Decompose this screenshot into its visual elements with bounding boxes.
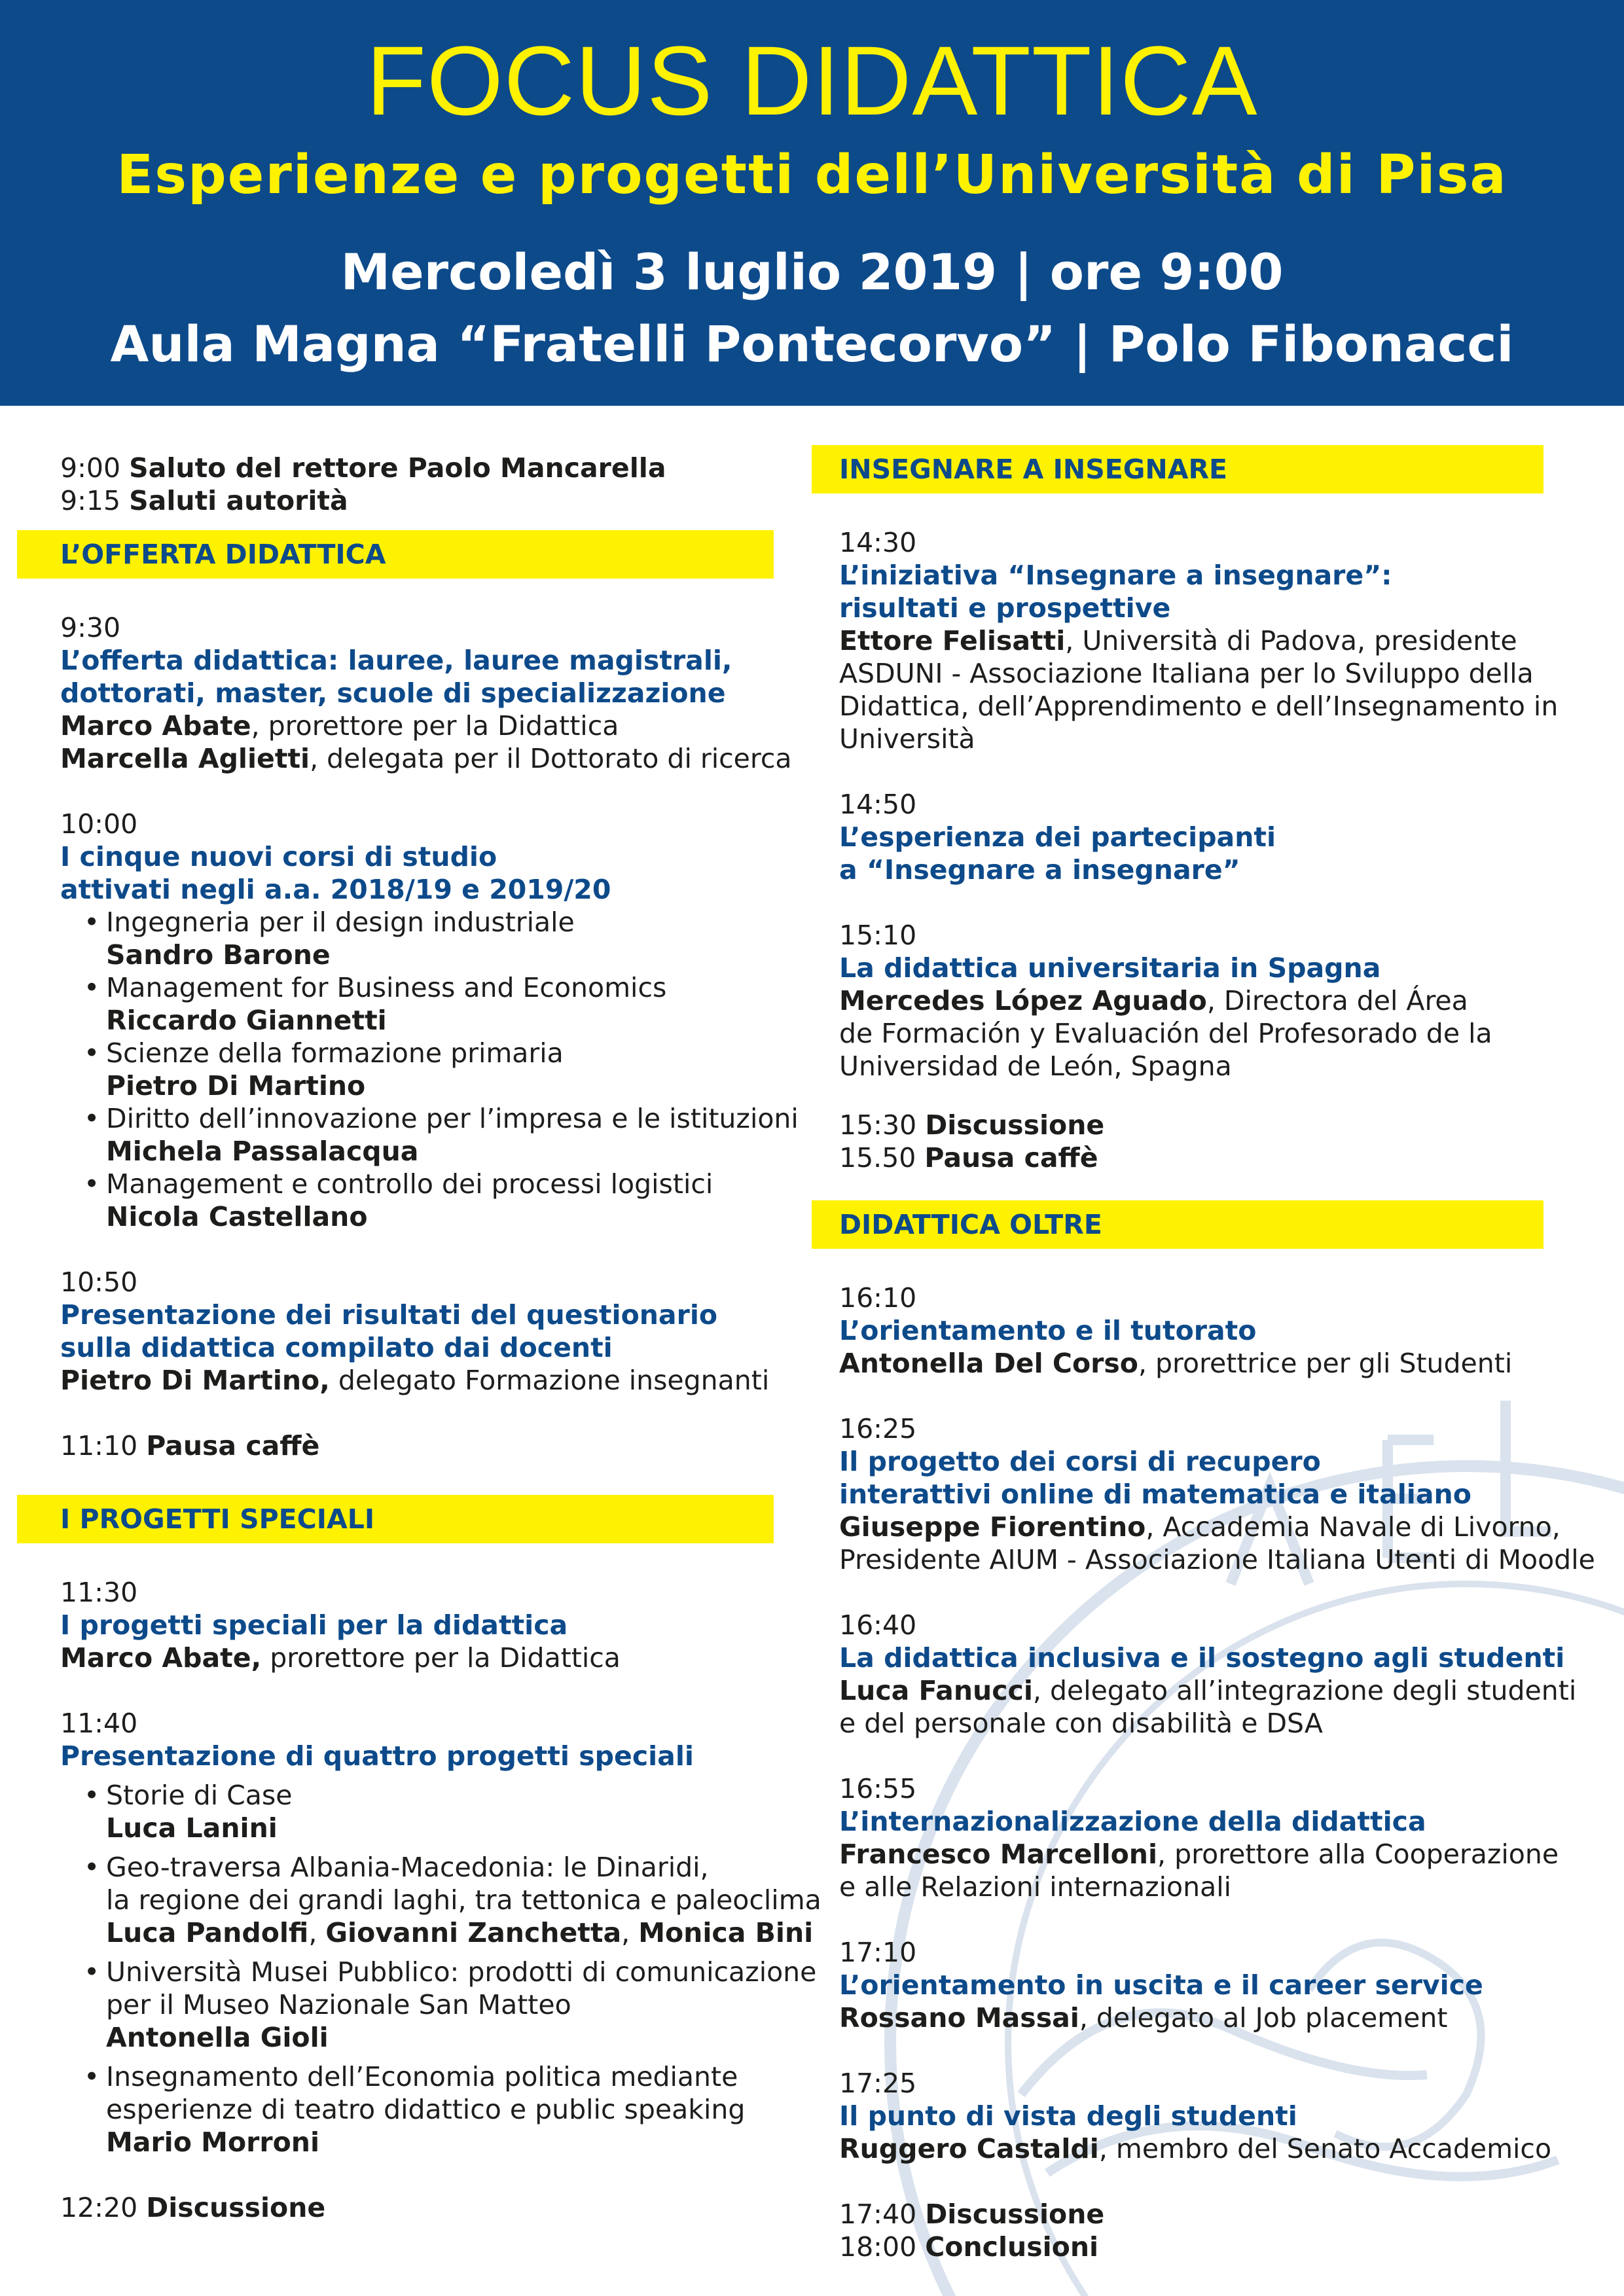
session-1130: 11:30 I progetti speciali per la didattica Marco Abate, prorettore per la Didattica bbox=[60, 1576, 800, 1674]
session-1140: 11:40 Presentazione di quattro progetti speciali • Storie di Case Luca Lanini • Geo-traversa Albania-Macedonia: le Dinaridi, la regione dei grandi laghi, tra tettonica e paleoclima Luca Pandolfi, Giovanni Zanchetta, Monica Bini • Università Musei Pubblico: prodotti di comunicazione per il Museo Nazionale San Matteo Antonella Gioli • Insegnamento dell’Economia politica mediante esperienze di teatro didattico e public speaking Mario Morroni bbox=[60, 1707, 800, 2159]
session-1610: 16:10 L’orientamento e il tutorato Antonella Del Corso, prorettrice per gli Studenti bbox=[839, 1282, 1612, 1380]
session-title: sulla didattica compilato dai docenti bbox=[60, 1332, 613, 1363]
speaker: Francesco Marcelloni, prorettore alla Cooperazione bbox=[839, 1839, 1559, 1870]
session-title: La didattica universitaria in Spagna bbox=[839, 952, 1381, 984]
session-title: La didattica inclusiva e il sostegno agli studenti bbox=[839, 1642, 1565, 1674]
list-item: • Ingegneria per il design industriale Sandro Barone bbox=[60, 906, 800, 971]
session-title: Presentazione dei risultati del questionario bbox=[60, 1299, 718, 1331]
session-1450: 14:50 L’esperienza dei partecipanti a “Insegnare a insegnare” bbox=[839, 788, 1612, 886]
speaker: Ruggero Castaldi, membro del Senato Accademico bbox=[839, 2133, 1552, 2164]
schedule-item-1740: 17:40 Discussione bbox=[839, 2198, 1105, 2230]
session-title: Il progetto dei corsi di recupero bbox=[839, 1446, 1321, 1477]
speaker: Luca Fanucci, delegato all’integrazione degli studenti bbox=[839, 1675, 1577, 1706]
session-title: a “Insegnare a insegnare” bbox=[839, 854, 1240, 886]
session-1655: 16:55 L’internazionalizzazione della didattica Francesco Marcelloni, prorettore alla Cooperazione e alle Relazioni internazionali bbox=[839, 1772, 1612, 1903]
list-item: • Management e controllo dei processi logistici Nicola Castellano bbox=[60, 1168, 800, 1233]
session-title: dottorati, master, scuole di specializzazione bbox=[60, 677, 726, 709]
session-title: L’internazionalizzazione della didattica bbox=[839, 1806, 1426, 1837]
list-item: • Università Musei Pubblico: prodotti di comunicazione per il Museo Nazionale San Matteo Antonella Gioli bbox=[60, 1956, 800, 2060]
session-title: L’orientamento in uscita e il career service bbox=[839, 1969, 1483, 2001]
schedule-item-1220: 12:20 Discussione bbox=[60, 2192, 326, 2223]
session-title: I cinque nuovi corsi di studio bbox=[60, 841, 497, 872]
event-date: Mercoledì 3 luglio 2019 | ore 9:00 bbox=[340, 243, 1284, 301]
session-1725: 17:25 Il punto di vista degli studenti Ruggero Castaldi, membro del Senato Accademico bbox=[839, 2067, 1612, 2165]
schedule-item-1550: 15.50 Pausa caffè bbox=[839, 1142, 1098, 1174]
schedule-item-1530: 15:30 Discussione bbox=[839, 1109, 1105, 1141]
speaker: Marcella Aglietti, delegata per il Dottorato di ricerca bbox=[60, 743, 792, 774]
session-title: I progetti speciali per la didattica bbox=[60, 1609, 568, 1641]
section-heading-didattica-oltre: DIDATTICA OLTRE bbox=[812, 1200, 1543, 1249]
list-item: • Geo-traversa Albania-Macedonia: le Dinaridi, la regione dei grandi laghi, tra tettonica e paleoclima Luca Pandolfi, Giovanni Zanchetta, Monica Bini bbox=[60, 1851, 800, 1956]
session-1640: 16:40 La didattica inclusiva e il sostegno agli studenti Luca Fanucci, delegato all’integrazione degli studenti e del personale con disabilità e DSA bbox=[839, 1609, 1612, 1740]
speaker: Antonella Del Corso, prorettrice per gli Studenti bbox=[839, 1348, 1513, 1379]
session-title: Il punto di vista degli studenti bbox=[839, 2100, 1297, 2132]
list-item: • Storie di Case Luca Lanini bbox=[60, 1779, 800, 1851]
session-1510: 15:10 La didattica universitaria in Spagna Mercedes López Aguado, Directora del Área de Formación y Evaluación del Profesorado de la Universidad de León, Spagna bbox=[839, 919, 1612, 1083]
session-title: attivati negli a.a. 2018/19 e 2019/20 bbox=[60, 874, 611, 905]
session-title: L’iniziativa “Insegnare a insegnare”: bbox=[839, 560, 1392, 591]
speaker: Marco Abate, prorettore per la Didattica bbox=[60, 710, 619, 742]
speaker: Mercedes López Aguado, Directora del Área bbox=[839, 985, 1468, 1016]
schedule-item-0900: 9:00 Saluto del rettore Paolo Mancarella bbox=[60, 452, 666, 484]
session-title: L’offerta didattica: lauree, lauree magistrali, bbox=[60, 645, 732, 676]
session-0930: 9:30 L’offerta didattica: lauree, lauree magistrali, dottorati, master, scuole di specializzazione Marco Abate, prorettore per la Didattica Marcella Aglietti, delegata per il Dottorato di ricerca bbox=[60, 611, 800, 775]
speaker: Ettore Felisatti, Università di Padova, presidente bbox=[839, 625, 1517, 656]
event-venue: Aula Magna “Fratelli Pontecorvo” | Polo Fibonacci bbox=[110, 315, 1514, 373]
list-item: • Management for Business and Economics Riccardo Giannetti bbox=[60, 971, 800, 1037]
schedule-item-0915: 9:15 Saluti autorità bbox=[60, 485, 348, 516]
session-1000: 10:00 I cinque nuovi corsi di studio attivati negli a.a. 2018/19 e 2019/20 • Ingegneria per il design industriale Sandro Barone • Management for Business and Economics Riccardo Giannetti • Scienze della formazione primaria Pietro Di Martino • Diritto dell’innovazione per l’impresa e le istituzioni Michela Passalacqua • Management e controllo dei processi logistici Nicola Castellano bbox=[60, 808, 800, 1233]
session-title: Presentazione di quattro progetti speciali bbox=[60, 1740, 694, 1772]
schedule-item-1110: 11:10 Pausa caffè bbox=[60, 1430, 320, 1462]
speaker: Marco Abate, prorettore per la Didattica bbox=[60, 1642, 621, 1674]
session-1050: 10:50 Presentazione dei risultati del questionario sulla didattica compilato dai docenti Pietro Di Martino, delegato Formazione insegnanti bbox=[60, 1266, 800, 1397]
speaker: Giuseppe Fiorentino, Accademia Navale di Livorno, bbox=[839, 1511, 1561, 1543]
list-item: • Insegnamento dell’Economia politica mediante esperienze di teatro didattico e public speaking Mario Morroni bbox=[60, 2060, 800, 2159]
special-projects-list bbox=[60, 1779, 821, 2159]
left-column bbox=[60, 452, 821, 2224]
session-1430: 14:30 L’iniziativa “Insegnare a insegnare”: risultati e prospettive Ettore Felisatti, Università di Padova, presidente ASDUNI - Associazione Italiana per lo Sviluppo della Didattica, dell’Apprendimento e dell’Insegnamento in Università bbox=[839, 526, 1612, 755]
session-1625: 16:25 Il progetto dei corsi di recupero interattivi online di matematica e italiano Giuseppe Fiorentino, Accademia Navale di Livorno, Presidente AIUM - Associazione Italiana Utenti di Moodle bbox=[839, 1412, 1612, 1576]
schedule-item-1800: 18:00 Conclusioni bbox=[839, 2231, 1099, 2263]
section-heading-offerta-didattica: L’OFFERTA DIDATTICA bbox=[17, 530, 774, 579]
page-title: FOCUS DIDATTICA bbox=[366, 26, 1258, 135]
session-title: interattivi online di matematica e italiano bbox=[839, 1479, 1471, 1510]
header-banner bbox=[0, 0, 1624, 406]
list-item: • Scienze della formazione primaria Pietro Di Martino bbox=[60, 1037, 800, 1102]
session-1710: 17:10 L’orientamento in uscita e il career service Rossano Massai, delegato al Job placement bbox=[839, 1936, 1612, 2034]
session-title: L’orientamento e il tutorato bbox=[839, 1315, 1257, 1346]
list-item: • Diritto dell’innovazione per l’impresa e le istituzioni Michela Passalacqua bbox=[60, 1102, 800, 1168]
speaker: Pietro Di Martino, delegato Formazione insegnanti bbox=[60, 1365, 770, 1396]
section-heading-progetti-speciali: I PROGETTI SPECIALI bbox=[17, 1495, 774, 1543]
right-column bbox=[839, 445, 1612, 2263]
section-heading-insegnare: INSEGNARE A INSEGNARE bbox=[812, 445, 1543, 493]
new-courses-list bbox=[60, 906, 800, 1233]
speaker: Rossano Massai, delegato al Job placement bbox=[839, 2002, 1448, 2034]
session-title: L’esperienza dei partecipanti bbox=[839, 821, 1276, 853]
session-title: risultati e prospettive bbox=[839, 592, 1171, 624]
page-subtitle: Esperienze e progetti dell’Università di Pisa bbox=[117, 144, 1507, 206]
